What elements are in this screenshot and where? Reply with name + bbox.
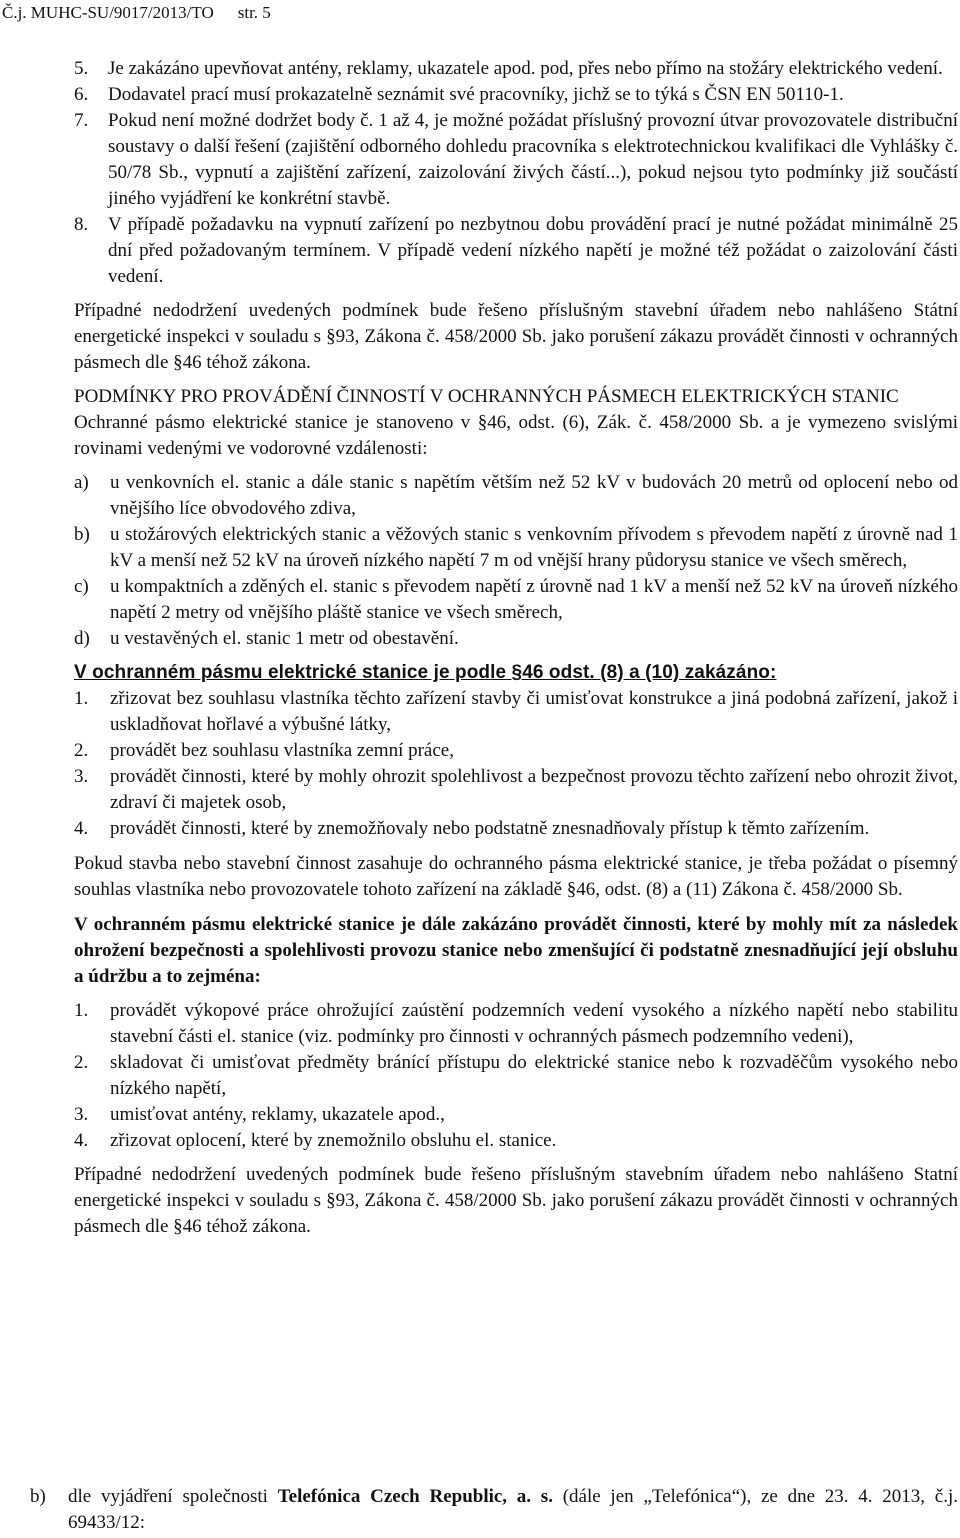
list-item: [74, 108, 958, 212]
item-text: provádět bez souhlasu vlastníka zemní práce,: [110, 740, 454, 761]
item-text: u stožárových elektrických stanic a věžových stanic s venkovním přívodem s převodem napětí z úrovně nad 1 kV a menší než 52 kV na úroveň nízkého napětí 7 m od vnější hrany půdorysu stanice ve všech směrech,: [110, 524, 958, 571]
zone-intro: Ochranné pásmo elektrické stanice je stanoveno v §46, odst. (6), Zák. č. 458/2000 Sb. a je vymezeno svislými rovinami vedenými ve vodorovné vzdálenosti:: [74, 412, 958, 459]
document-body: [74, 56, 958, 1240]
item-number: 4.: [74, 1130, 89, 1151]
spacer: [74, 903, 958, 912]
item-number: 7.: [74, 110, 89, 131]
item-letter: b): [30, 1486, 46, 1507]
list-item: [74, 1050, 958, 1102]
spacer: [74, 290, 958, 298]
spacer: [74, 1154, 958, 1162]
item-text: u vestavěných el. stanic 1 metr od obestavění.: [110, 628, 459, 649]
item-number: 2.: [74, 1052, 89, 1073]
list-item: [74, 626, 958, 652]
list-item: [74, 470, 958, 522]
item-text: Dodavatel prací musí prokazatelně seznámit své pracovníky, jichž se to týká s ČSN EN 50110-1.: [108, 84, 844, 105]
consent-paragraph: Pokud stavba nebo stavební činnost zasahuje do ochranného pásma elektrické stanice, je třeba požádat o písemný souhlas vlastníka nebo provozovatele tohoto zařízení na základě §46, odst. (8) a (11) Zákona č. 458/2000 Sb.: [74, 853, 958, 900]
item-text: zřizovat oplocení, které by znemožnilo obsluhu el. stanice.: [110, 1130, 557, 1151]
telefonica-section: [30, 1484, 958, 1536]
item-letter: b): [74, 524, 90, 545]
item-letter: d): [74, 628, 90, 649]
spacer: [74, 652, 958, 660]
item-number: 6.: [74, 84, 89, 105]
item-text: zřizovat bez souhlasu vlastníka těchto zařízení stavby či umisťovat konstrukce a jiná podobná zařízení, jakož i uskladňovat hořlavé a výbušné látky,: [110, 688, 958, 735]
list-item: [74, 738, 958, 764]
list-item: [74, 574, 958, 626]
item-text: provádět činnosti, které by znemožňovaly nebo podstatně znesnadňovaly přístup k těmto zařízením.: [110, 818, 870, 839]
item-number: 2.: [74, 740, 89, 761]
list-item: [74, 82, 958, 108]
item-letter: a): [74, 472, 89, 493]
item-number: 5.: [74, 58, 89, 79]
company-name: Telefónica Czech Republic, a. s.: [277, 1486, 553, 1507]
item-number: 4.: [74, 818, 89, 839]
item-number: 3.: [74, 1104, 89, 1125]
item-number: 8.: [74, 214, 89, 235]
spacer: [74, 990, 958, 998]
item-number: 1.: [74, 1000, 89, 1021]
item-text: Je zakázáno upevňovat antény, reklamy, ukazatele apod. pod, přes nebo přímo na stožáry elektrického vedení.: [108, 58, 943, 79]
page-number: str. 5: [237, 3, 271, 22]
violation-paragraph: Případné nedodržení uvedených podmínek bude řešeno příslušným stavební úřadem nebo nahlášeno Státní energetické inspekci v souladu s §93, Zákona č. 458/2000 Sb. jako porušení zákazu provádět činnosti v ochranných pásmech dle §46 téhož zákona.: [74, 300, 958, 373]
list-item: [30, 1484, 958, 1536]
item-text: Pokud není možné dodržet body č. 1 až 4, je možné požádat příslušný provozní útvar provozovatele distribuční soustavy o další řešení (zajištění odborného dohledu pracovníka s elektrotechnickou kvalifikaci dle Vyhlášky č. 50/78 Sb., vypnutí a zajištění zařízení, zaizolování živých částí...), pokud nejsou tyto podmínky již součástí jiného vyjádření ke konkrétní stavbě.: [108, 110, 958, 209]
item-text: [68, 1484, 958, 1536]
item-text: provádět výkopové práce ohrožující zaústění podzemních vedení vysokého a nízkého napětí nebo stabilitu stavební části el. stanice (viz. podmínky pro činnosti v ochranných pásmech podzemního vedeni),: [110, 1000, 958, 1047]
list-item: [74, 764, 958, 816]
spacer: [74, 462, 958, 470]
forbidden-heading: V ochranném pásmu elektrické stanice je podle §46 odst. (8) a (10) zakázáno:: [74, 662, 777, 683]
spacer: [74, 842, 958, 851]
item-text: skladovat či umisťovat předměty bránící přístupu do elektrické stanice nebo k rozvaděčům vysokého nebo nízkého napětí,: [110, 1052, 958, 1099]
item-text: V případě požadavku na vypnutí zařízení po nezbytnou dobu provádění prací je nutné požádat minimálně 25 dní před požadovaným termínem. V případě vedení nízkého napětí je možné též požádat o zaizolování části vedení.: [108, 214, 958, 287]
item-number: 1.: [74, 688, 89, 709]
footer-text-after: (dále jen „Telefónica“), ze dne 23. 4. 2013, č.j. 69433/12:: [68, 1486, 958, 1533]
list-item: [74, 998, 958, 1050]
list-item: [74, 212, 958, 290]
list-item: [74, 1102, 958, 1128]
list-item: [74, 1128, 958, 1154]
list-item: [74, 816, 958, 842]
item-text: umisťovat antény, reklamy, ukazatele apod.,: [110, 1104, 445, 1125]
item-letter: c): [74, 576, 89, 597]
list-item: [74, 56, 958, 82]
footer-text-before: dle vyjádření společnosti: [68, 1486, 278, 1507]
bold-paragraph: V ochranném pásmu elektrické stanice je dále zakázáno provádět činnosti, které by mohly mít za následek ohrožení bezpečnosti a spolehlivosti provozu stanice nebo zmenšující či podstatně znesnadňující její obsluhu a údržbu a to zejména:: [74, 914, 958, 987]
section-heading: PODMÍNKY PRO PROVÁDĚNÍ ČINNOSTÍ V OCHRANNÝCH PÁSMECH ELEKTRICKÝCH STANIC: [74, 386, 899, 407]
item-text: provádět činnosti, které by mohly ohrozit spolehlivost a bezpečnost provozu těchto zařízení nebo ohrozit život, zdraví či majetek osob,: [110, 766, 958, 813]
spacer: [74, 376, 958, 384]
reference-number: Č.j. MUHC-SU/9017/2013/TO: [2, 3, 214, 22]
list-item: [74, 522, 958, 574]
item-text: u venkovních el. stanic a dále stanic s napětím větším než 52 kV v budovách 20 metrů od oplocení nebo od vnějšího líce obvodového zdiva,: [110, 472, 958, 519]
page-header: [2, 2, 271, 24]
item-number: 3.: [74, 766, 89, 787]
list-item: [74, 686, 958, 738]
item-text: u kompaktních a zděných el. stanic s převodem napětí z úrovně nad 1 kV a menší než 52 kV na úroveň nízkého napětí 2 metry od vnějšího pláště stanice ve všech směrech,: [110, 576, 958, 623]
violation-paragraph: Případné nedodržení uvedených podmínek bude řešeno příslušným stavebním úřadem nebo nahlášeno Statní energetické inspekci v souladu s §93, Zákona č. 458/2000 Sb. jako porušení zákazu provádět činnosti v ochranných pásmech dle §46 téhož zákona.: [74, 1164, 958, 1237]
